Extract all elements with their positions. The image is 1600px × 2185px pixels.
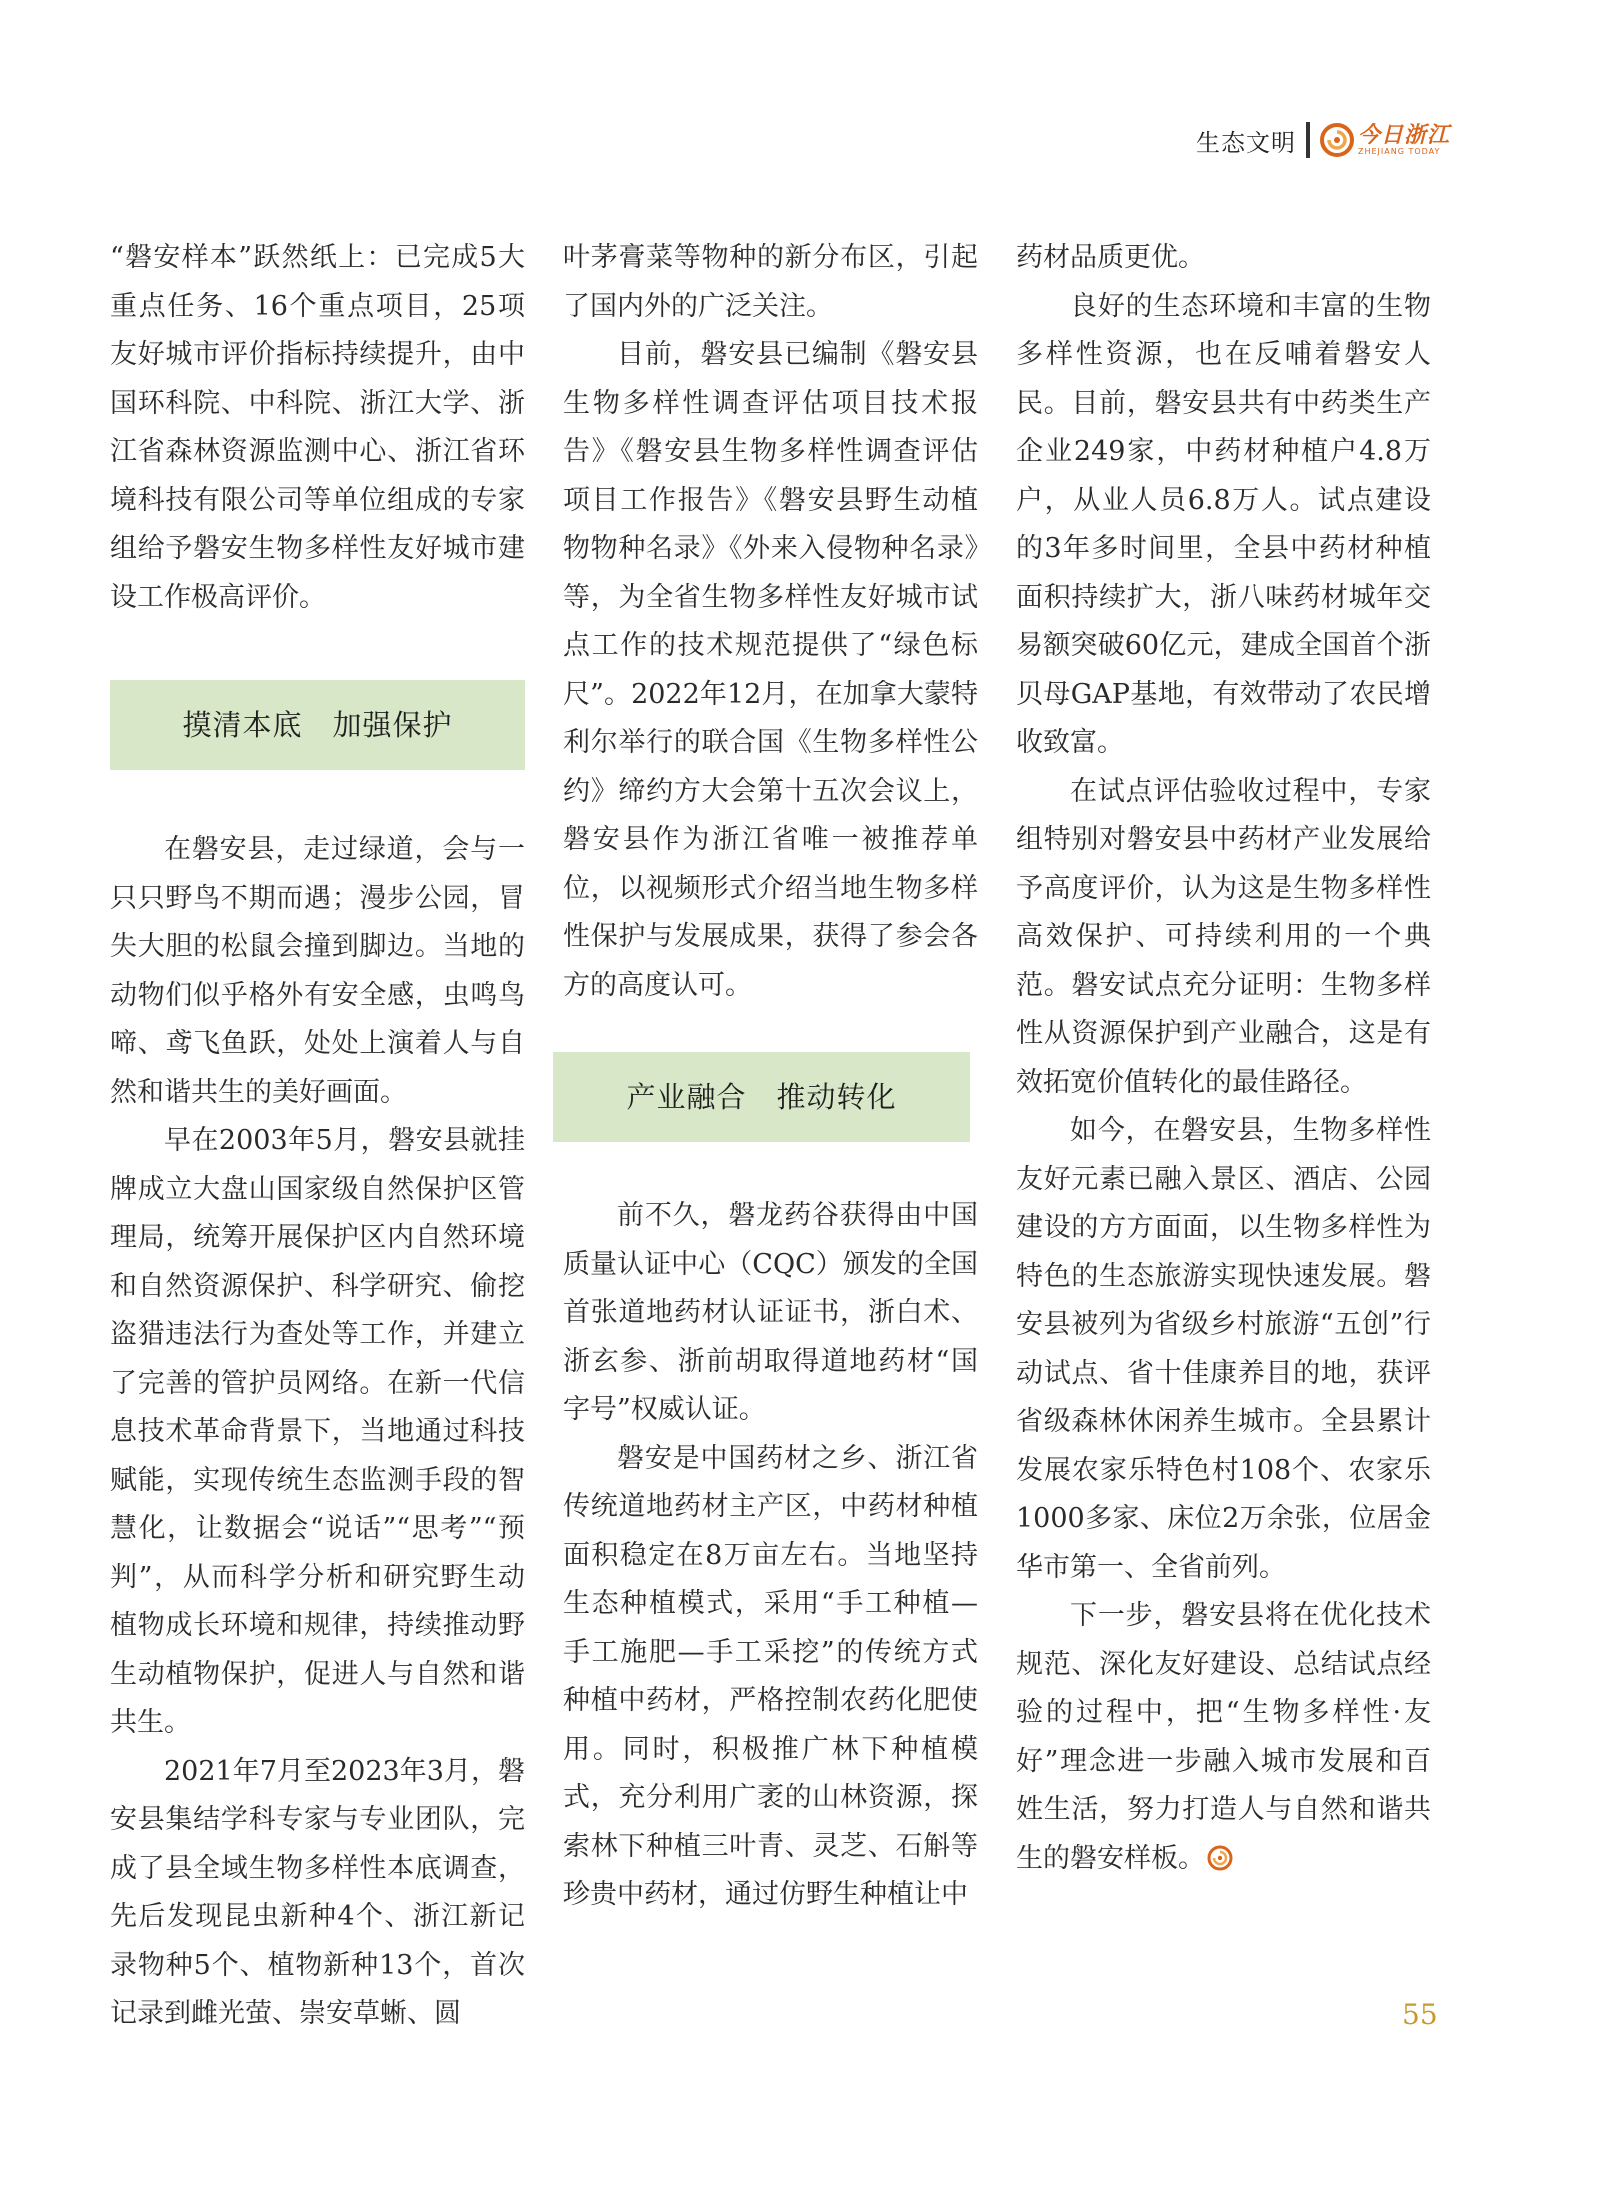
page-number: 55 xyxy=(1402,1998,1438,2031)
page-header xyxy=(1196,118,1450,162)
paragraph: 2021年7月至2023年3月，磐安县集结学科专家与专业团队，完成了县全域生物多样性本底调查，先后发现昆虫新种4个、浙江新记录物种5个、植物新种13个，首次记录到雌光萤、崇安草蜥、圆 xyxy=(110,1755,525,2029)
paragraph: 早在2003年5月，磐安县就挂牌成立大盘山国家级自然保护区管理局，统筹开展保护区内自然环境和自然资源保护、科学研究、偷挖盗猎违法行为查处等工作，并建立了完善的管护员网络。在新一代信息技术革命背景下，当地通过科技赋能，实现传统生态监测手段的智慧化，让数据会“说话”“思考”“预判”，从而科学分析和研究野生动植物成长环境和规律，持续推动野生动植物保护，促进人与自然和谐共生。 xyxy=(110,1125,525,1738)
end-mark-icon xyxy=(1207,1845,1233,1871)
paragraph: 在试点评估验收过程中，专家组特别对磐安县中药材产业发展给予高度评价，认为这是生物多样性高效保护、可持续利用的一个典范。磐安试点充分证明：生物多样性从资源保护到产业融合，这是有效拓宽价值转化的最佳路径。 xyxy=(1016,775,1431,1098)
section-subheading: 摸清本底 加强保护 xyxy=(110,680,525,770)
paragraph: 良好的生态环境和丰富的生物多样性资源，也在反哺着磐安人民。目前，磐安县共有中药类生产企业249家，中药材种植户4.8万户，从业人员6.8万人。试点建设的3年多时间里，全县中药材种植面积持续扩大，浙八味药材城年交易额突破60亿元，建成全国首个浙贝母GAP基地，有效带动了农民增收致富。 xyxy=(1016,290,1431,758)
text-column-1 xyxy=(110,234,525,2039)
text-column-3 xyxy=(1016,234,1431,1883)
paragraph: 目前，磐安县已编制《磐安县生物多样性调查评估项目技术报告》《磐安县生物多样性调查评估项目工作报告》《磐安县野生动植物物种名录》《外来入侵物种名录》等，为全省生物多样性友好城市试点工作的技术规范提供了“绿色标尺”。2022年12月，在加拿大蒙特利尔举行的联合国《生物多样性公约》缔约方大会第十五次会议上，磐安县作为浙江省唯一被推荐单位，以视频形式介绍当地生物多样性保护与发展成果，获得了参会各方的高度认可。 xyxy=(563,339,978,1001)
section-subheading: 产业融合 推动转化 xyxy=(553,1052,970,1142)
section-label: 生态文明 xyxy=(1196,128,1296,157)
logo-text-cn: 今日浙江 xyxy=(1358,122,1451,148)
paragraph-text: 下一步，磐安县将在优化技术规范、深化友好建设、总结试点经验的过程中，把“生物多样性·友好”理念进一步融入城市发展和百姓生活，努力打造人与自然和谐共生的磐安样板。 xyxy=(1016,1600,1431,1874)
paragraph: “磐安样本”跃然纸上：已完成5大重点任务、16个重点项目，25项友好城市评价指标持续提升，由中国环科院、中科院、浙江大学、浙江省森林资源监测中心、浙江省环境科技有限公司等单位组成的专家组给予磐安生物多样性友好城市建设工作极高评价。 xyxy=(110,242,525,613)
paragraph-last xyxy=(1016,1592,1431,1883)
paragraph: 药材品质更优。 xyxy=(1016,242,1205,273)
paragraph: 磐安是中国药材之乡、浙江省传统道地药材主产区，中药材种植面积稳定在8万亩左右。当地坚持生态种植模式，采用“手工种植—手工施肥—手工采挖”的传统方式种植中药材，严格控制农药化肥使用。同时，积极推广林下种植模式，充分利用广袤的山林资源，探索林下种植三叶青、灵芝、石斛等珍贵中药材，通过仿野生种植让中 xyxy=(563,1442,978,1910)
logo-wordmark xyxy=(1358,124,1450,156)
paragraph: 在磐安县，走过绿道，会与一只只野鸟不期而遇；漫步公园，冒失大胆的松鼠会撞到脚边。当地的动物们似乎格外有安全感，虫鸣鸟啼、鸢飞鱼跃，处处上演着人与自然和谐共生的美好画面。 xyxy=(110,834,525,1108)
magazine-logo xyxy=(1320,123,1450,157)
spiral-logo-icon xyxy=(1320,123,1354,157)
paragraph: 叶茅膏菜等物种的新分布区，引起了国内外的广泛关注。 xyxy=(563,242,978,322)
logo-text-en: ZHEJIANG TODAY xyxy=(1358,147,1441,156)
paragraph: 如今，在磐安县，生物多样性友好元素已融入景区、酒店、公园建设的方方面面，以生物多样性为特色的生态旅游实现快速发展。磐安县被列为省级乡村旅游“五创”行动试点、省十佳康养目的地，获评省级森林休闲养生城市。全县累计发展农家乐特色村108个、农家乐1000多家、床位2万余张，位居金华市第一、全省前列。 xyxy=(1016,1115,1431,1583)
header-divider xyxy=(1306,122,1310,158)
paragraph: 前不久，磐龙药谷获得由中国质量认证中心（CQC）颁发的全国首张道地药材认证证书，浙白术、浙玄参、浙前胡取得道地药材“国字号”权威认证。 xyxy=(563,1200,978,1425)
text-column-2 xyxy=(563,234,978,1920)
